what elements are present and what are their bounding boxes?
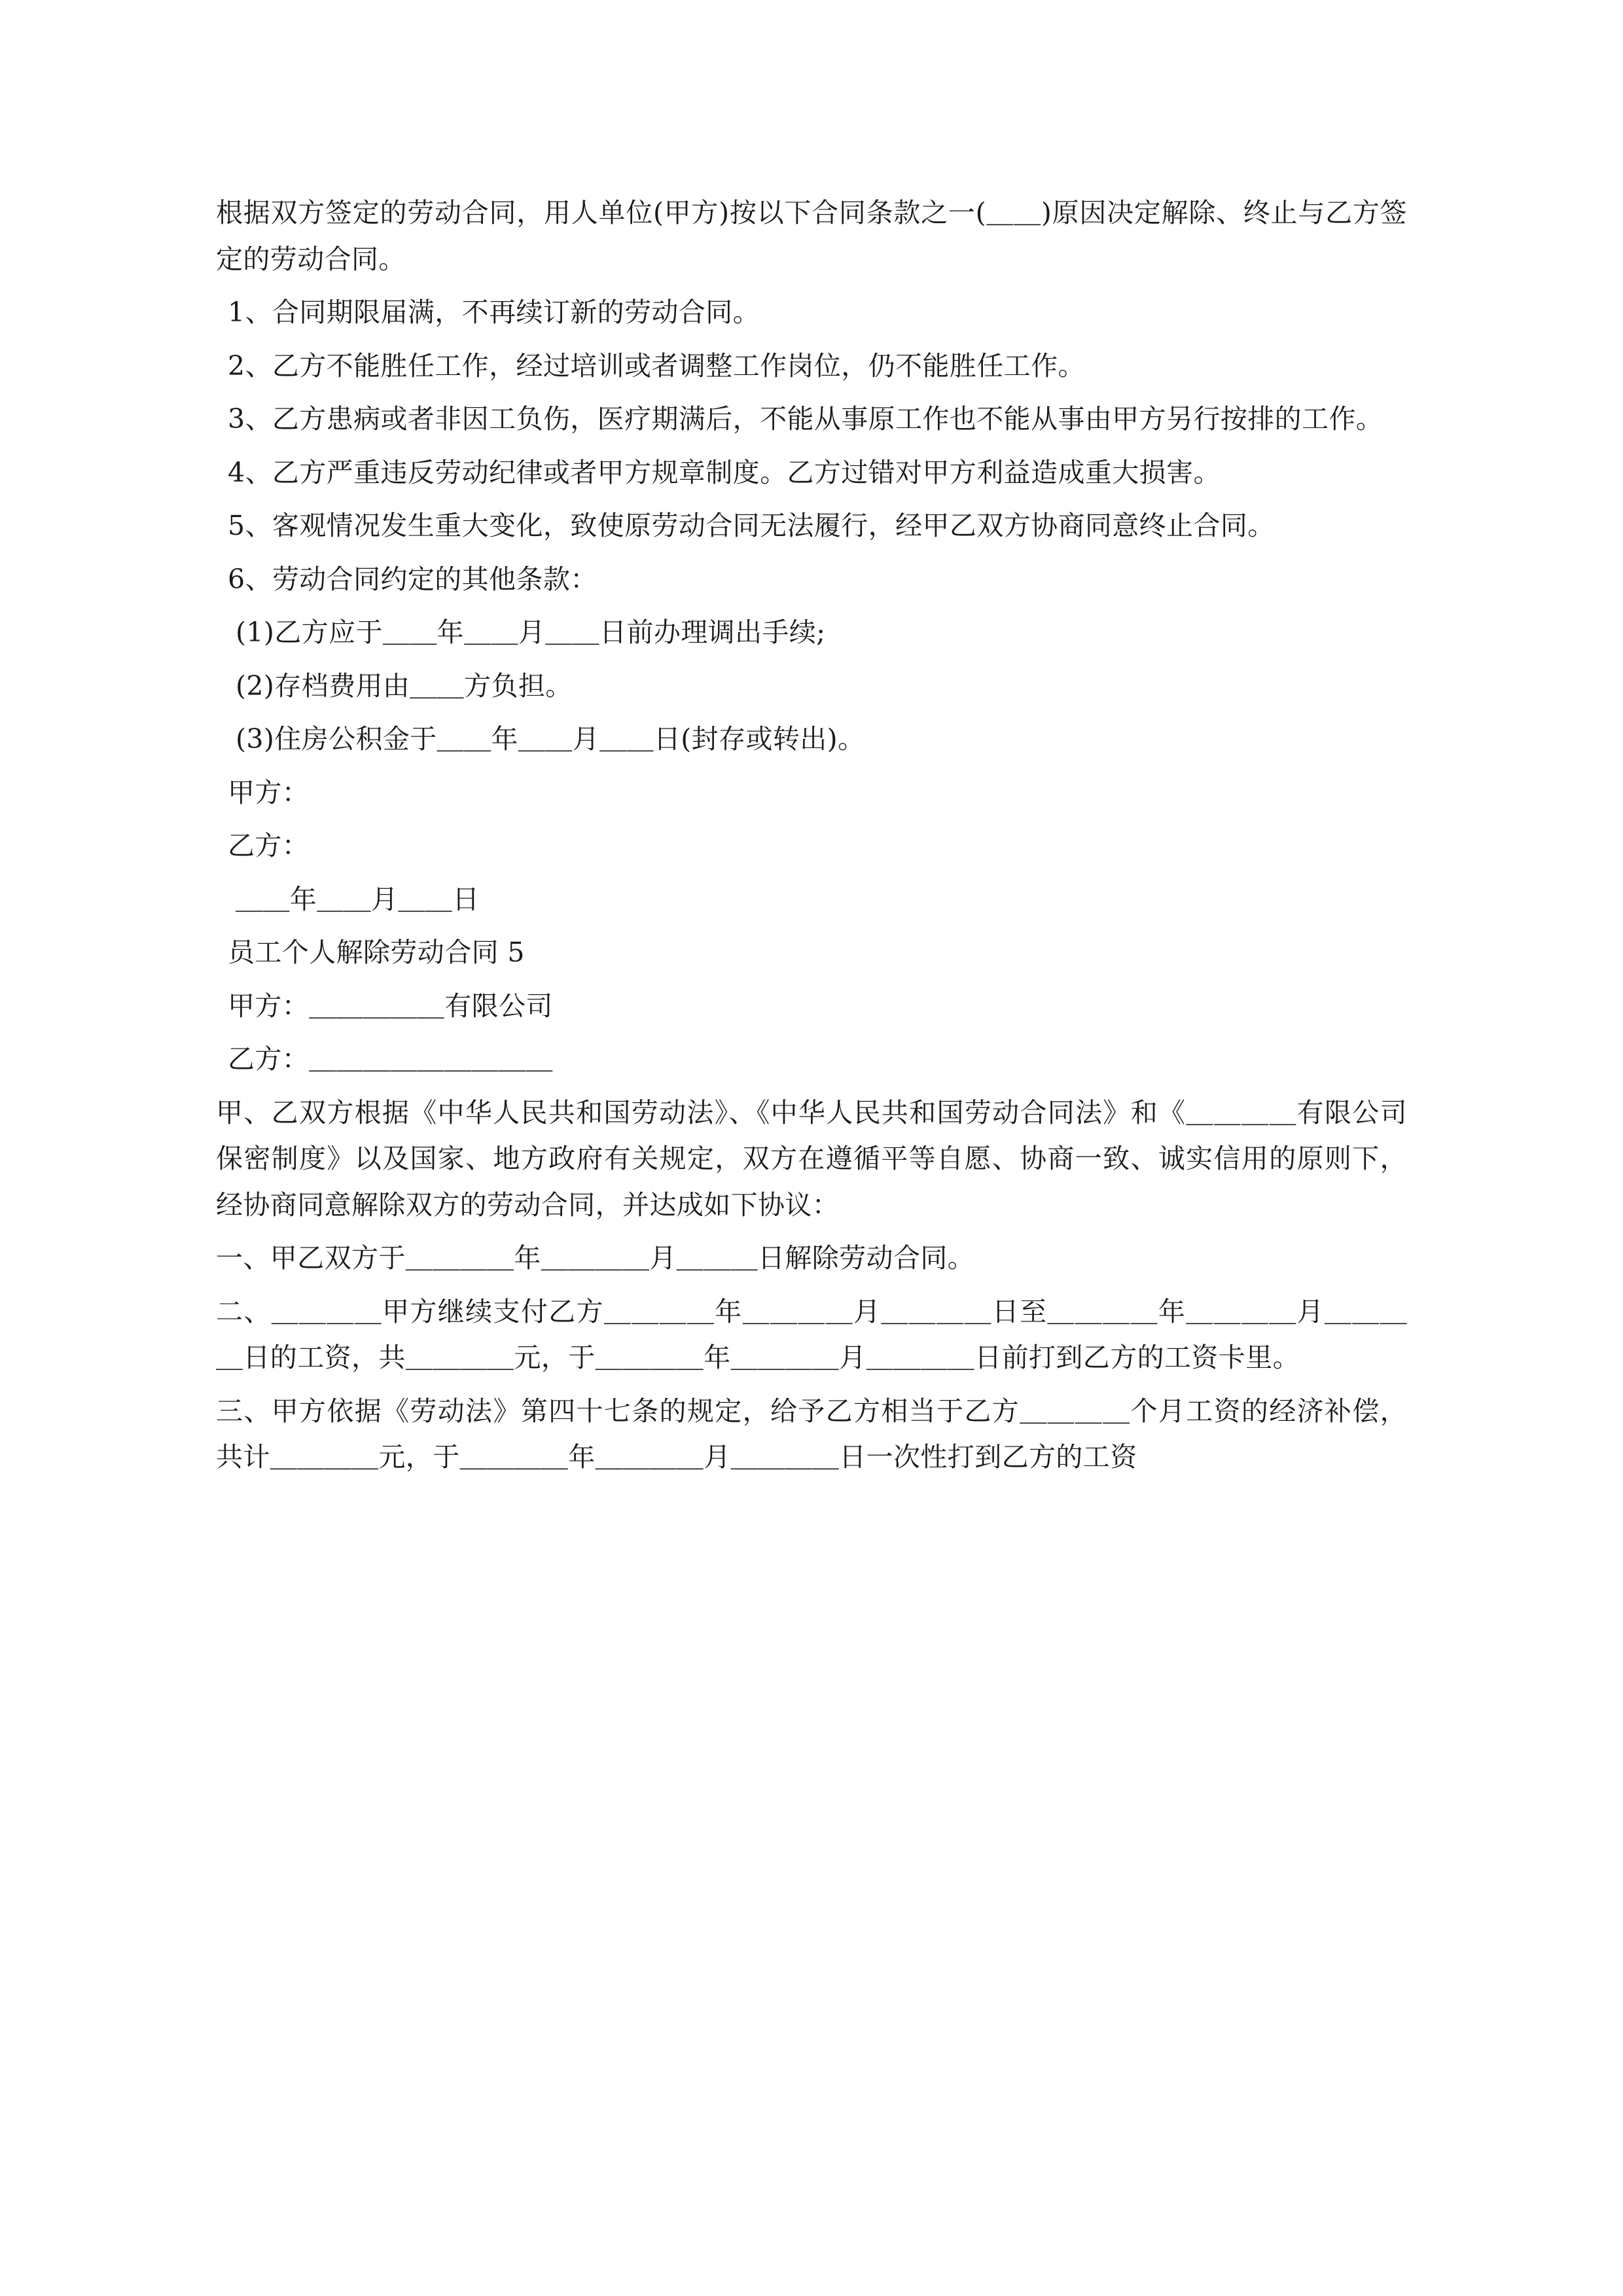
signature-date: ＿＿年＿＿月＿＿日	[236, 883, 480, 915]
paragraph-item-3: 3、乙方患病或者非因工负伤，医疗期满后，不能从事原工作也不能从事由甲方另行按排的工作。	[228, 403, 1383, 435]
party-a-field: 甲方：＿＿＿＿＿有限公司	[228, 990, 553, 1022]
paragraph-item-5: 5、客观情况发生重大变化，致使原劳动合同无法履行，经甲乙双方协商同意终止合同。	[228, 510, 1275, 542]
paragraph-article-2: 二、＿＿＿＿甲方继续支付乙方＿＿＿＿年＿＿＿＿月＿＿＿＿日至＿＿＿＿年＿＿＿＿月＿＿＿＿日的工资，共＿＿＿＿元，于＿＿＿＿年＿＿＿＿月＿＿＿＿日前打到乙方的工资卡里。	[216, 1295, 1407, 1374]
paragraph-item-6-3: (3)住房公积金于＿＿年＿＿月＿＿日(封存或转出)。	[236, 723, 865, 755]
paragraph-preamble: 甲、乙双方根据《中华人民共和国劳动法》、《中华人民共和国劳动合同法》和《＿＿＿＿有限公司保密制度》以及国家、地方政府有关规定，双方在遵循平等自愿、协商一致、诚实信用的原则下，经协商同意解除双方的劳动合同，并达成如下协议：	[216, 1096, 1407, 1221]
paragraph-article-3: 三、甲方依据《劳动法》第四十七条的规定，给予乙方相当于乙方＿＿＿＿个月工资的经济补偿，共计＿＿＿＿元，于＿＿＿＿年＿＿＿＿月＿＿＿＿日一次性打到乙方的工资	[216, 1395, 1407, 1473]
document-body	[216, 190, 1407, 1480]
paragraph-intro: 根据双方签定的劳动合同，用人单位(甲方)按以下合同条款之一(＿＿)原因决定解除、终止与乙方签定的劳动合同。	[216, 197, 1407, 275]
signature-party-b: 乙方：	[228, 830, 310, 862]
party-b-field: 乙方：＿＿＿＿＿＿＿＿＿	[228, 1043, 553, 1075]
paragraph-item-4: 4、乙方严重违反劳动纪律或者甲方规章制度。乙方过错对甲方利益造成重大损害。	[228, 456, 1221, 488]
paragraph-item-6-2: (2)存档费用由＿＿方负担。	[236, 670, 573, 702]
paragraph-item-2: 2、乙方不能胜任工作，经过培训或者调整工作岗位，仍不能胜任工作。	[228, 350, 1085, 382]
paragraph-item-1: 1、合同期限届满，不再续订新的劳动合同。	[228, 296, 760, 329]
section-heading: 员工个人解除劳动合同 5	[228, 937, 525, 969]
signature-party-a: 甲方：	[228, 776, 310, 808]
paragraph-item-6: 6、劳动合同约定的其他条款：	[228, 563, 597, 595]
paragraph-item-6-1: (1)乙方应于＿＿年＿＿月＿＿日前办理调出手续;	[236, 617, 826, 649]
paragraph-article-1: 一、甲乙双方于＿＿＿＿年＿＿＿＿月＿＿＿日解除劳动合同。	[216, 1242, 975, 1274]
